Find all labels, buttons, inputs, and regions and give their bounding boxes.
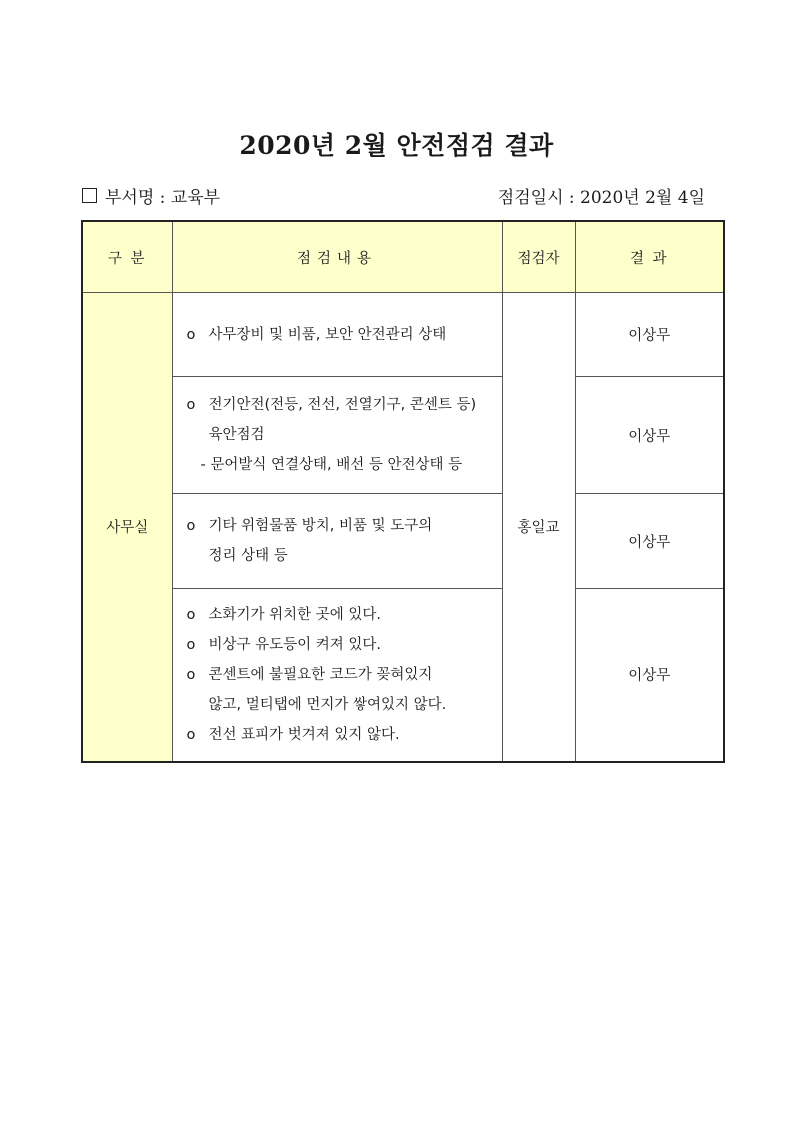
content-text: 사무장비 및 비품, 보안 안전관리 상태 (208, 326, 447, 343)
content-cell (172, 377, 502, 494)
content-line (187, 660, 490, 690)
content-line (187, 320, 490, 350)
result-cell: 이상무 (575, 494, 724, 589)
content-cell (172, 589, 502, 762)
content-text: 콘센트에 불필요한 코드가 꽂혀있지 (208, 666, 433, 683)
bullet-circle-icon: o (186, 397, 196, 413)
header-content: 점검내용 (172, 221, 502, 293)
document-title: 2020년 2월 안전점검 결과 (239, 131, 554, 160)
result-cell: 이상무 (575, 589, 724, 762)
content-line (187, 390, 490, 420)
content-text: 소화기가 위치한 곳에 있다. (208, 606, 382, 623)
content-line (187, 420, 490, 450)
content-cell (172, 494, 502, 589)
bullet-circle-icon: o (186, 666, 196, 683)
content-text: 육안점검 (208, 427, 265, 443)
content-text: 전선 표피가 벗겨져 있지 않다. (208, 726, 400, 743)
content-line (187, 720, 490, 750)
result-cell: 이상무 (575, 377, 724, 494)
bullet-circle-icon: o (186, 636, 196, 653)
header-inspector: 점검자 (502, 221, 575, 293)
content-text: 정리 상태 등 (208, 548, 288, 564)
category-cell: 사무실 (82, 293, 172, 762)
department-label: 부서명 : 교육부 (105, 188, 221, 208)
bullet-circle-icon: o (186, 726, 196, 743)
table-row (82, 589, 724, 762)
bullet-circle-icon: o (186, 326, 196, 343)
result-cell: 이상무 (575, 293, 724, 377)
inspection-date: 점검일시 : 2020년 2월 4일 (497, 188, 705, 208)
table-row (82, 377, 724, 494)
checkbox-square-icon (82, 188, 97, 203)
header-category: 구 분 (82, 221, 172, 293)
content-line (187, 600, 490, 630)
content-line (187, 450, 490, 480)
header-result: 결 과 (575, 221, 724, 293)
content-text: 전기안전(전등, 전선, 전열기구, 콘센트 등) (208, 397, 477, 413)
bullet-circle-icon: o (186, 606, 196, 623)
content-text: 기타 위험물품 방치, 비품 및 도구의 (208, 518, 433, 534)
table-row (82, 293, 724, 377)
department-info (82, 183, 220, 208)
table-row (82, 494, 724, 589)
inspector-cell: 홍일교 (502, 293, 575, 762)
table-header-row (82, 221, 724, 293)
content-cell (172, 293, 502, 377)
content-text: - 문어발식 연결상태, 배선 등 안전상태 등 (200, 457, 463, 473)
inspection-table (81, 220, 725, 763)
content-line (187, 690, 490, 720)
content-line (187, 630, 490, 660)
content-text: 않고, 멀티탭에 먼지가 쌓여있지 않다. (208, 696, 447, 713)
content-line (187, 541, 490, 571)
content-line (187, 511, 490, 541)
content-text: 비상구 유도등이 켜져 있다. (208, 636, 382, 653)
bullet-circle-icon: o (186, 518, 196, 534)
